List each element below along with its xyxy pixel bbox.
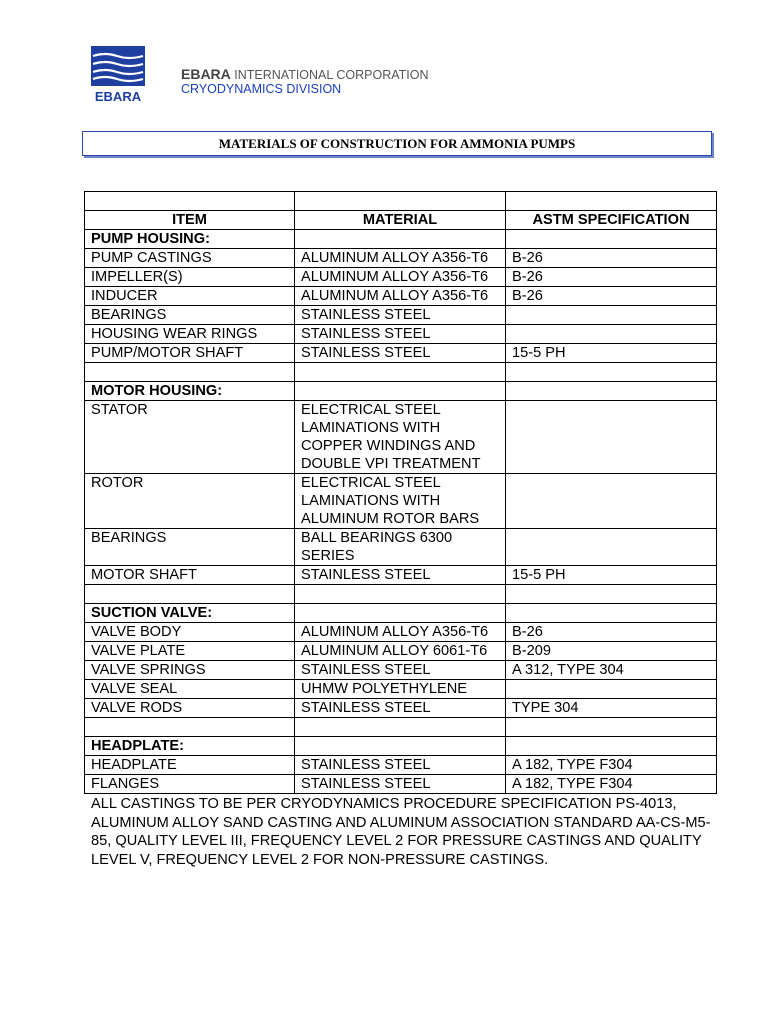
item-cell: PUMP HOUSING: [85,230,295,249]
spec-cell [506,529,717,566]
table-row [85,642,717,661]
division-name: CRYODYNAMICS DIVISION [181,82,342,96]
table-section-row [85,230,717,249]
table-spacer-row [85,718,717,737]
material-cell: STAINLESS STEEL [295,344,506,363]
spec-cell: A 312, TYPE 304 [506,661,717,680]
table-spacer-row [85,192,717,211]
item-cell: BEARINGS [85,306,295,325]
item-cell: SUCTION VALVE: [85,604,295,623]
spec-cell [506,401,717,474]
ebara-logo [91,46,145,104]
spec-cell [506,718,717,737]
material-cell: BALL BEARINGS 6300 SERIES [295,529,506,566]
castings-note: ALL CASTINGS TO BE PER CRYODYNAMICS PROCEDURE SPECIFICATION PS-4013, ALUMINUM ALLOY SAND CASTING AND ALUMINUM ASSOCIATION STANDARD AA-CS-M5-85, QUALITY LEVEL III, FREQUENCY LEVEL 2 FOR PRESSURE CASTINGS AND QUALITY LEVEL V, FREQUENCY LEVEL 2 FOR NON-PRESSURE CASTINGS. [91,796,711,868]
material-cell: ALUMINUM ALLOY 6061-T6 [295,642,506,661]
material-cell: ELECTRICAL STEEL LAMINATIONS WITH COPPER WINDINGS AND DOUBLE VPI TREATMENT [295,401,506,474]
material-cell [295,382,506,401]
spec-cell: B-26 [506,287,717,306]
table-row [85,287,717,306]
spec-cell: ASTM SPECIFICATION [506,211,717,230]
item-cell: MOTOR HOUSING: [85,382,295,401]
material-cell [295,718,506,737]
spec-cell: B-209 [506,642,717,661]
item-cell: VALVE PLATE [85,642,295,661]
material-cell: UHMW POLYETHYLENE [295,680,506,699]
item-cell: HEADPLATE [85,756,295,775]
item-cell: FLANGES [85,775,295,794]
table-row [85,325,717,344]
item-cell: IMPELLER(S) [85,268,295,287]
spec-cell: TYPE 304 [506,699,717,718]
table-spacer-row [85,585,717,604]
table-row [85,756,717,775]
spec-cell: B-26 [506,623,717,642]
item-cell [85,585,295,604]
material-cell: STAINLESS STEEL [295,756,506,775]
spec-cell: A 182, TYPE F304 [506,756,717,775]
item-cell: VALVE RODS [85,699,295,718]
table-spacer-row [85,363,717,382]
table-row [85,699,717,718]
company-name-bold: EBARA [181,66,231,82]
material-cell: STAINLESS STEEL [295,566,506,585]
material-cell: STAINLESS STEEL [295,775,506,794]
table-row [85,623,717,642]
table-row [85,529,717,566]
table-row [85,661,717,680]
logo-wordmark: EBARA [94,89,142,104]
table-row [85,680,717,699]
table-row [85,474,717,529]
material-cell: STAINLESS STEEL [295,699,506,718]
item-cell [85,192,295,211]
table-row [85,566,717,585]
item-cell: STATOR [85,401,295,474]
item-cell: PUMP CASTINGS [85,249,295,268]
item-cell: HEADPLATE: [85,737,295,756]
material-cell: ALUMINUM ALLOY A356-T6 [295,249,506,268]
table-header-row [85,211,717,230]
spec-cell [506,737,717,756]
material-cell: STAINLESS STEEL [295,306,506,325]
table-row [85,401,717,474]
material-cell: ELECTRICAL STEEL LAMINATIONS WITH ALUMINUM ROTOR BARS [295,474,506,529]
material-cell [295,230,506,249]
table-row [85,344,717,363]
table-row [85,775,717,794]
table-section-row [85,382,717,401]
materials-table-body [85,192,717,794]
material-cell: STAINLESS STEEL [295,325,506,344]
spec-cell: 15-5 PH [506,344,717,363]
material-cell [295,192,506,211]
material-cell [295,604,506,623]
item-cell: VALVE SEAL [85,680,295,699]
spec-cell: B-26 [506,249,717,268]
item-cell [85,363,295,382]
company-name [181,66,429,82]
item-cell: INDUCER [85,287,295,306]
spec-cell: 15-5 PH [506,566,717,585]
item-cell: BEARINGS [85,529,295,566]
spec-cell [506,474,717,529]
item-cell: ROTOR [85,474,295,529]
spec-cell [506,363,717,382]
item-cell: PUMP/MOTOR SHAFT [85,344,295,363]
spec-cell [506,680,717,699]
spec-cell [506,585,717,604]
ebara-logo-mark [91,46,145,104]
spec-cell [506,382,717,401]
item-cell: VALVE SPRINGS [85,661,295,680]
spec-cell: B-26 [506,268,717,287]
item-cell [85,718,295,737]
item-cell: HOUSING WEAR RINGS [85,325,295,344]
table-section-row [85,604,717,623]
company-name-rest: INTERNATIONAL CORPORATION [234,68,429,82]
table-row [85,306,717,325]
material-cell [295,585,506,604]
table-row [85,268,717,287]
item-cell: MOTOR SHAFT [85,566,295,585]
material-cell: ALUMINUM ALLOY A356-T6 [295,268,506,287]
item-cell: ITEM [85,211,295,230]
material-cell: ALUMINUM ALLOY A356-T6 [295,623,506,642]
spec-cell [506,306,717,325]
material-cell [295,363,506,382]
spec-cell [506,192,717,211]
table-row [85,249,717,268]
material-cell: STAINLESS STEEL [295,661,506,680]
spec-cell [506,325,717,344]
material-cell [295,737,506,756]
spec-cell: A 182, TYPE F304 [506,775,717,794]
item-cell: VALVE BODY [85,623,295,642]
material-cell: MATERIAL [295,211,506,230]
document-title: MATERIALS OF CONSTRUCTION FOR AMMONIA PUMPS [82,131,712,156]
materials-table [84,191,717,794]
spec-cell [506,604,717,623]
material-cell: ALUMINUM ALLOY A356-T6 [295,287,506,306]
spec-cell [506,230,717,249]
table-section-row [85,737,717,756]
